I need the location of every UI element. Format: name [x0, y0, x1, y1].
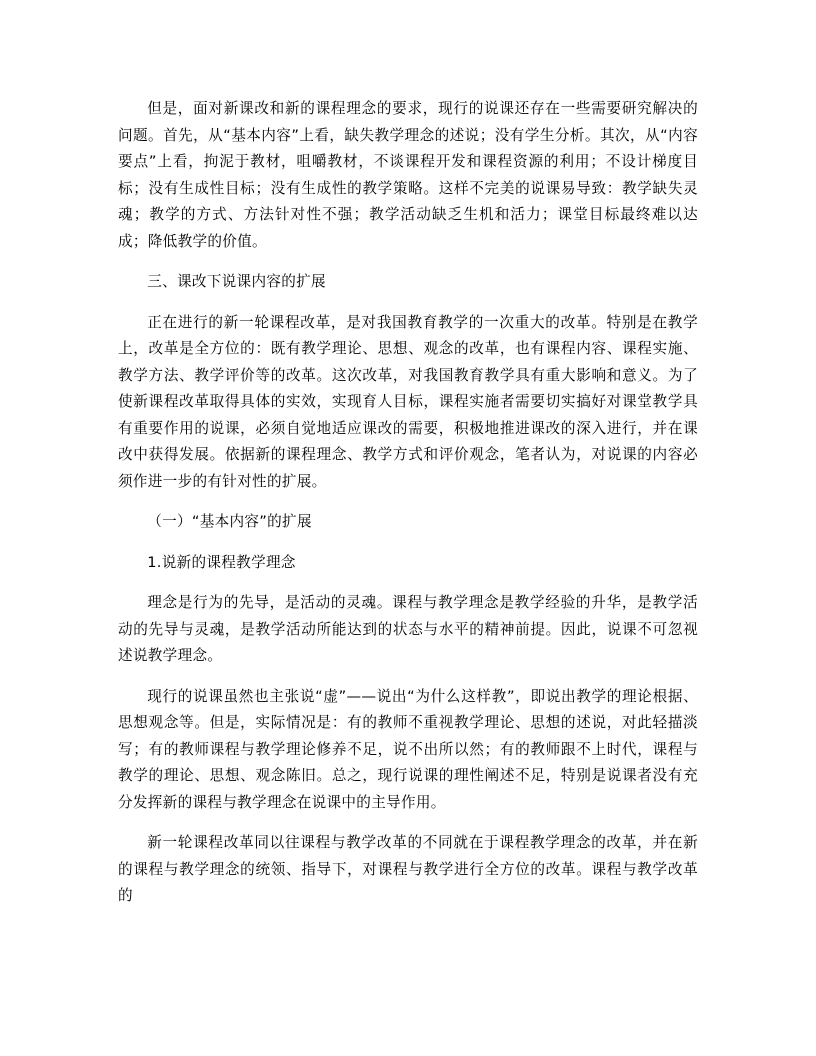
paragraph-current-practice: 现行的说课虽然也主张说“虚”——说出“为什么这样教”，即说出教学的理论根据、思想观念等。但是，实际情况是：有的教师不重视教学理论、思想的述说，对此轻描淡写；有的教师课程与教学理论修养不足，说不出所以然；有的教师跟不上时代，课程与教学的理论、思想、观念陈旧。总之，现行说课的理性阐述不足，特别是说课者没有充分发挥新的课程与教学理念在说课中的主导作用。: [118, 687, 698, 811]
subsection-heading-1: （一）“基本内容”的扩展: [147, 513, 312, 530]
paragraph-new-reform: 新一轮课程改革同以往课程与教学改革的不同就在于课程教学理念的改革，并在新的课程与教学理念的统领、指导下，对课程与教学进行全方位的改革。课程与教学改革的: [118, 834, 698, 904]
paragraph-teaching-philosophy: 理念是行为的先导，是活动的灵魂。课程与教学理念是教学经验的升华，是教学活动的先导与灵魂，是教学活动所能达到的状态与水平的精神前提。因此，说课不可忽视述说教学理念。: [118, 594, 698, 664]
paragraph-curriculum-reform: 正在进行的新一轮课程改革，是对我国教育教学的一次重大的改革。特别是在教学上，改革是全方位的：既有教学理论、思想、观念的改革，也有课程内容、课程实施、教学方法、教学评价等的改革。这次改革，对我国教育教学具有重大影响和意义。为了使新课程改革取得具体的实效，实现育人目标，课程实施者需要切实搞好对课堂教学具有重要作用的说课，必须自觉地适应课改的需要，积极地推进课改的深入进行，并在课改中获得发展。依据新的课程理念、教学方式和评价观念，笔者认为，对说课的内容必须作进一步的有针对性的扩展。: [118, 313, 698, 490]
document-page: [118, 96, 698, 910]
paragraph-intro-problems: 但是，面对新课改和新的课程理念的要求，现行的说课还存在一些需要研究解决的问题。首先，从“基本内容”上看，缺失教学理念的述说；没有学生分析。其次，从“内容要点”上看，拘泥于教材，咀嚼教材，不谈课程开发和课程资源的利用；不设计梯度目标；没有生成性目标；没有生成性的教学策略。这样不完美的说课易导致：教学缺失灵魂；教学的方式、方法针对性不强；教学活动缺乏生机和活力；课堂目标最终难以达成；降低教学的价值。: [118, 100, 698, 250]
subsection-heading-1-1: 1.说新的课程教学理念: [147, 553, 296, 571]
section-heading-3: 三、课改下说课内容的扩展: [147, 273, 326, 290]
